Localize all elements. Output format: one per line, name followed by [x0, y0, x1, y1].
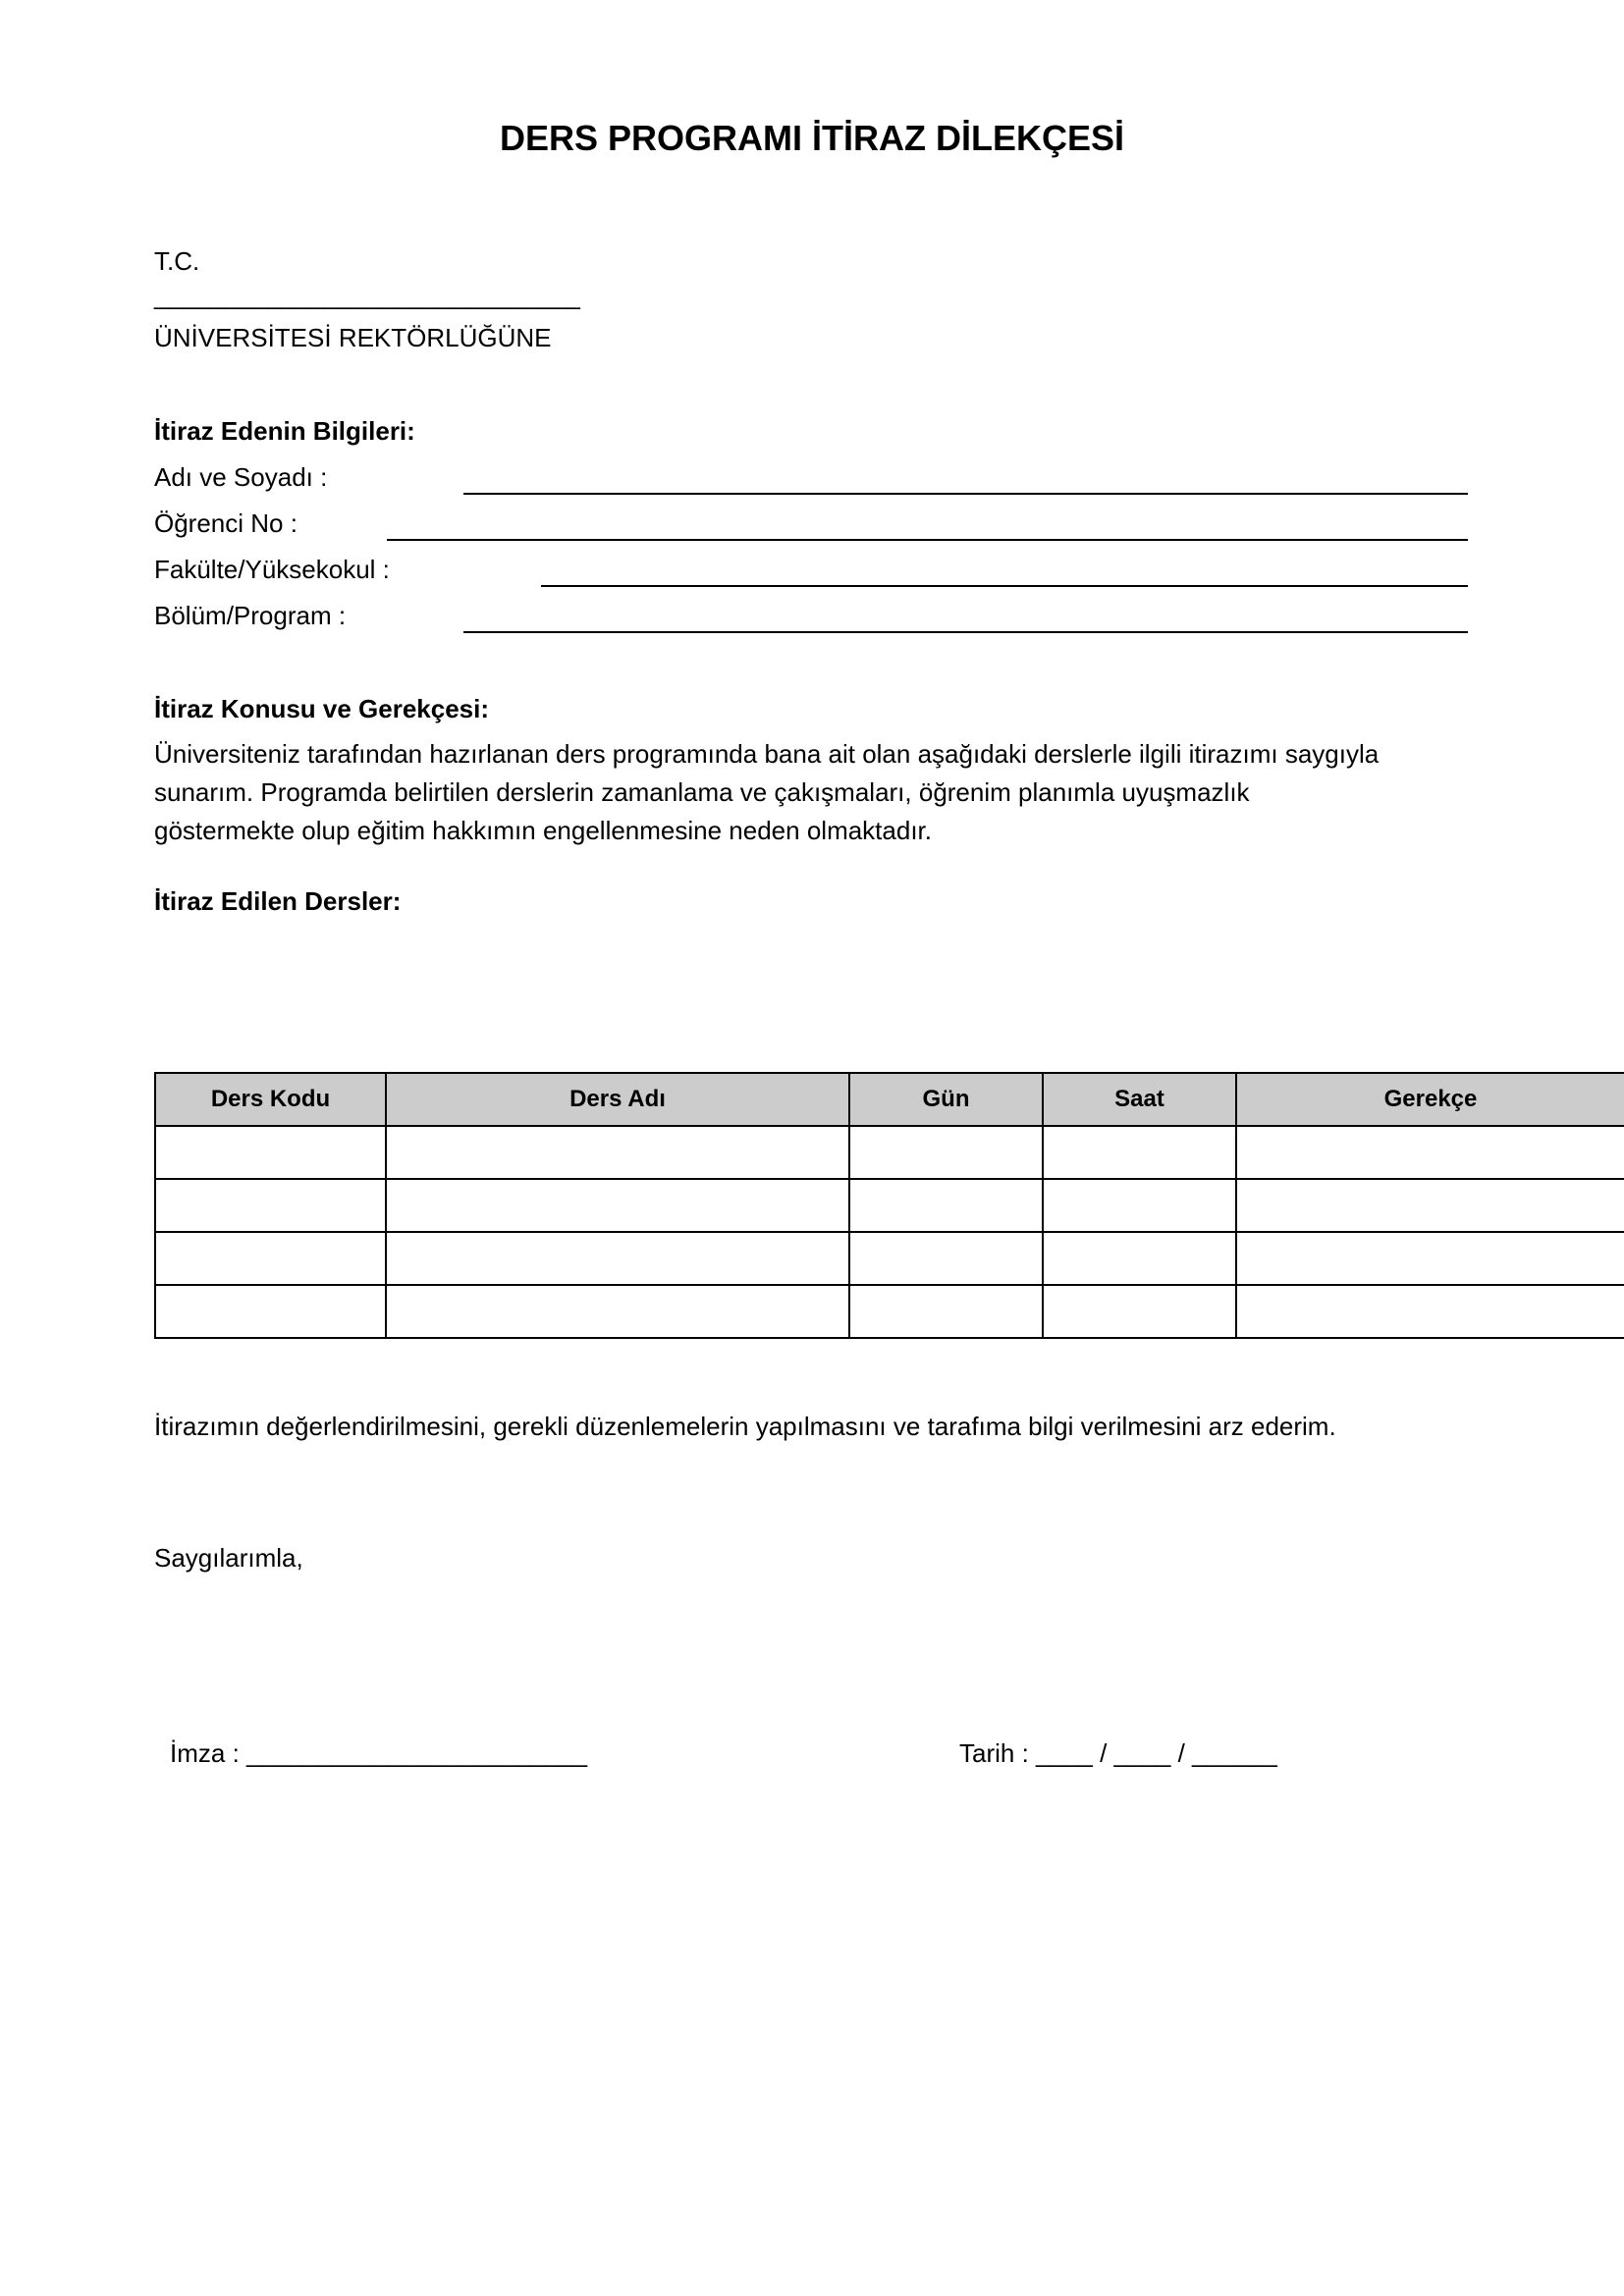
time-cell[interactable]	[1043, 1285, 1236, 1338]
subject-line: sunarım. Programda belirtilen derslerin zamanlama ve çakışmaları, öğrenim planımla uyuşmazlık	[154, 777, 1250, 807]
signature-field[interactable]: İmza : ________________________	[170, 1738, 588, 1768]
column-header: Gerekçe	[1236, 1073, 1624, 1126]
subject-line: Üniversiteniz tarafından hazırlanan ders programında bana ait olan aşağıdaki derslerle ilgili itirazımı saygıyla	[154, 739, 1380, 769]
closing-text: İtirazımın değerlendirilmesini, gerekli düzenlemelerin yapılmasını ve tarafıma bilgi verilmesini arz ederim.	[154, 1412, 1336, 1441]
column-header: Ders Adı	[386, 1073, 849, 1126]
rectorate-label: ÜNİVERSİTESİ REKTÖRLÜĞÜNE	[154, 323, 552, 352]
day-cell[interactable]	[849, 1232, 1043, 1285]
column-header: Gün	[849, 1073, 1043, 1126]
course-name-cell[interactable]	[386, 1179, 849, 1232]
course-code-cell[interactable]	[155, 1179, 386, 1232]
course-name-cell[interactable]	[386, 1285, 849, 1338]
column-header: Saat	[1043, 1073, 1236, 1126]
faculty-label: Fakülte/Yüksekokul :	[154, 555, 390, 584]
reason-cell[interactable]	[1236, 1285, 1624, 1338]
table-row	[155, 1126, 1624, 1179]
table-row	[155, 1179, 1624, 1232]
time-cell[interactable]	[1043, 1126, 1236, 1179]
student-number-label: Öğrenci No :	[154, 508, 298, 538]
faculty-field[interactable]	[541, 585, 1468, 587]
course-code-cell[interactable]	[155, 1232, 386, 1285]
department-field[interactable]	[463, 631, 1468, 633]
time-cell[interactable]	[1043, 1179, 1236, 1232]
name-surname-label: Adı ve Soyadı :	[154, 462, 328, 492]
department-label: Bölüm/Program :	[154, 601, 347, 630]
tc-label: T.C.	[154, 246, 200, 276]
page-title: DERS PROGRAMI İTİRAZ DİLEKÇESİ	[499, 118, 1125, 158]
course-name-cell[interactable]	[386, 1126, 849, 1179]
student-number-field[interactable]	[387, 539, 1468, 541]
day-cell[interactable]	[849, 1285, 1043, 1338]
subject-paragraph	[154, 735, 1529, 850]
university-name-blank[interactable]: ______________________________	[154, 281, 580, 310]
table-header-row	[155, 1073, 1624, 1126]
time-cell[interactable]	[1043, 1232, 1236, 1285]
course-code-cell[interactable]	[155, 1285, 386, 1338]
courses-heading: İtiraz Edilen Dersler:	[154, 886, 402, 916]
date-field[interactable]: Tarih : ____ / ____ / ______	[959, 1738, 1277, 1768]
salutation: Saygılarımla,	[154, 1543, 303, 1573]
subject-line: göstermekte olup eğitim hakkımın engellenmesine neden olmaktadır.	[154, 816, 932, 845]
reason-cell[interactable]	[1236, 1179, 1624, 1232]
table-row	[155, 1285, 1624, 1338]
course-name-cell[interactable]	[386, 1232, 849, 1285]
day-cell[interactable]	[849, 1179, 1043, 1232]
day-cell[interactable]	[849, 1126, 1043, 1179]
name-surname-field[interactable]	[463, 493, 1468, 495]
courses-table	[154, 1072, 1624, 1339]
column-header: Ders Kodu	[155, 1073, 386, 1126]
applicant-info-heading: İtiraz Edenin Bilgileri:	[154, 416, 415, 446]
reason-cell[interactable]	[1236, 1126, 1624, 1179]
table-row	[155, 1232, 1624, 1285]
course-code-cell[interactable]	[155, 1126, 386, 1179]
subject-heading: İtiraz Konusu ve Gerekçesi:	[154, 694, 490, 723]
reason-cell[interactable]	[1236, 1232, 1624, 1285]
